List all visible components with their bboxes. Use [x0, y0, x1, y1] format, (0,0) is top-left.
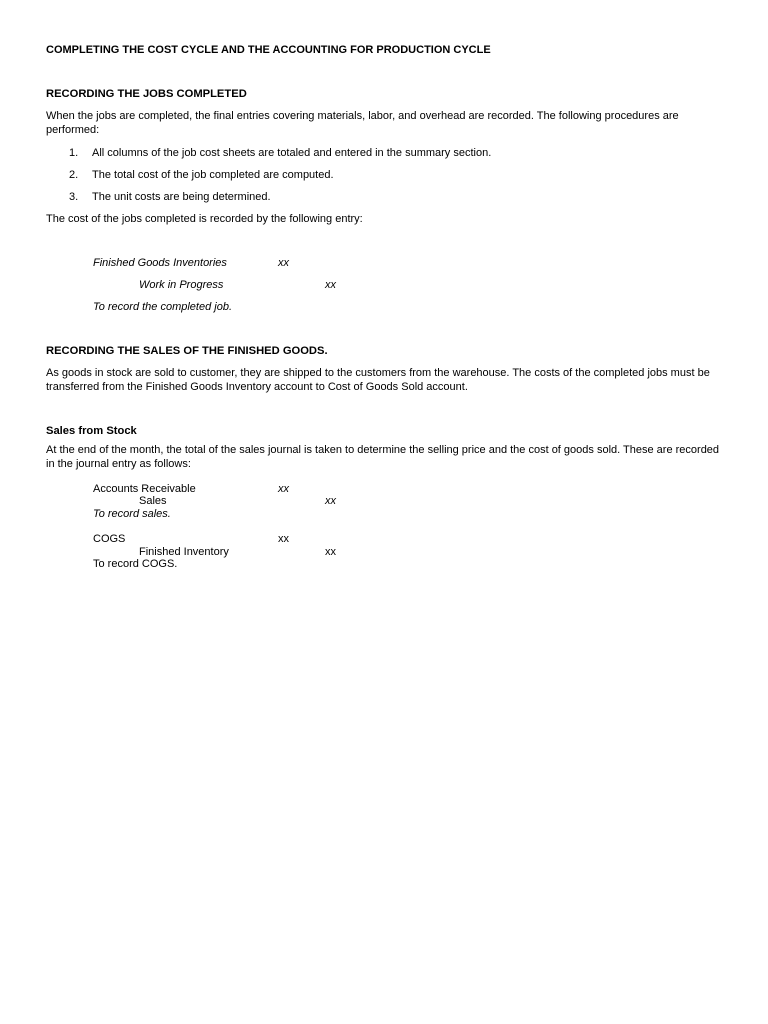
list-item-text: The total cost of the job completed are computed.	[92, 169, 334, 181]
journal-debit-amount: xx	[278, 257, 289, 269]
list-item-number: 1.	[69, 147, 79, 159]
section-heading-sales-from-stock: Sales from Stock	[46, 425, 137, 437]
journal-credit-account: Work in Progress	[139, 279, 224, 291]
jobs-completed-intro: When the jobs are completed, the final entries covering materials, labor, and overhead are recorded. The following procedures are performed:	[46, 110, 679, 136]
journal-debit-account: Accounts Receivable	[93, 483, 196, 495]
document-title: COMPLETING THE COST CYCLE AND THE ACCOUNTING FOR PRODUCTION CYCLE	[46, 44, 491, 56]
journal-credit-amount: xx	[325, 279, 336, 291]
journal-credit-account: Finished Inventory	[139, 546, 229, 558]
journal-memo: To record COGS.	[93, 558, 178, 570]
list-item-text: All columns of the job cost sheets are totaled and entered in the summary section.	[92, 147, 492, 159]
entry-intro: The cost of the jobs completed is recorded by the following entry:	[46, 213, 363, 225]
section-heading-sales-finished-goods: RECORDING THE SALES OF THE FINISHED GOODS.	[46, 345, 328, 357]
journal-debit-amount: xx	[278, 533, 289, 545]
journal-debit-account: COGS	[93, 533, 126, 545]
journal-memo: To record sales.	[93, 508, 171, 520]
journal-credit-amount: xx	[325, 546, 336, 558]
journal-credit-amount: xx	[325, 495, 336, 507]
list-item-number: 3.	[69, 191, 79, 203]
sales-finished-goods-body: As goods in stock are sold to customer, they are shipped to the customers from the warehouse. The costs of the completed jobs must be transferred from the Finished Goods Inventory account to Cost of Goods Sold account.	[46, 367, 710, 393]
journal-memo: To record the completed job.	[93, 301, 233, 313]
journal-credit-account: Sales	[139, 495, 167, 507]
journal-debit-account: Finished Goods Inventories	[93, 257, 227, 269]
sales-from-stock-body: At the end of the month, the total of the sales journal is taken to determine the selling price and the cost of goods sold. These are recorded in the journal entry as follows:	[46, 444, 720, 470]
journal-debit-amount: xx	[278, 483, 289, 495]
list-item-text: The unit costs are being determined.	[92, 191, 271, 203]
list-item-number: 2.	[69, 169, 79, 181]
section-heading-jobs-completed: RECORDING THE JOBS COMPLETED	[46, 88, 247, 100]
